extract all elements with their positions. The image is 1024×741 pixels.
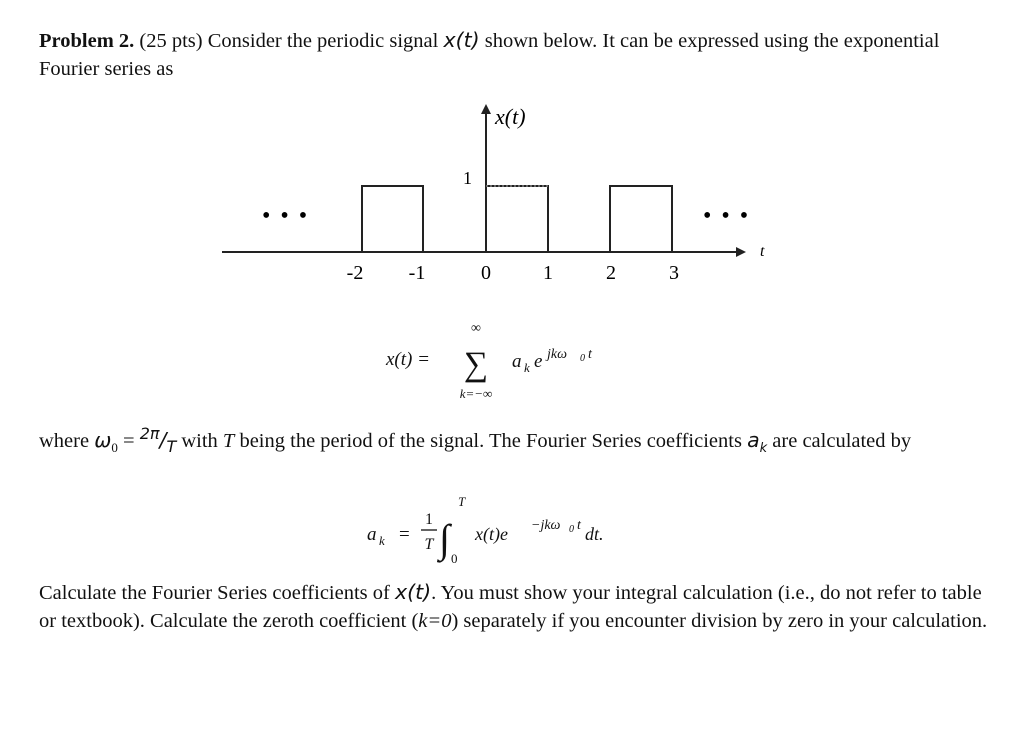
series-exp-end: t — [588, 347, 592, 362]
series-lhs: x(t) = — [386, 349, 430, 370]
time-arrow-icon — [736, 247, 746, 257]
integrand-exp-end: t — [577, 518, 581, 533]
pulse-2 — [486, 186, 548, 252]
omega-symbol: ω — [94, 427, 112, 452]
coef-lhs-a: a — [367, 524, 377, 545]
task-text-2: . You must show your integral calculation (i.e., do not refer to table or textbook). Calculate the zeroth coefficient ( — [39, 582, 982, 632]
task-paragraph — [39, 578, 989, 635]
dots-left: • • • — [262, 203, 310, 229]
period-symbol: T — [222, 429, 235, 452]
pulse-3 — [610, 186, 672, 252]
task-text-1: Calculate the Fourier Series coefficients of — [39, 582, 395, 604]
sum-lower: k=−∞ — [459, 386, 493, 401]
where-text-mid: with — [176, 429, 223, 452]
fraction-den: T — [424, 536, 434, 553]
series-exp: jkω — [547, 347, 567, 362]
series-term-e: e — [534, 351, 543, 372]
tick-label: 3 — [669, 262, 679, 284]
y-axis-label: x(t) — [495, 104, 526, 129]
signal-symbol: x(t) — [443, 28, 480, 52]
integrand: x(t)e — [475, 524, 508, 544]
dots-right: • • • — [703, 203, 751, 229]
signal-figure — [0, 0, 1024, 300]
where-paragraph — [39, 420, 989, 463]
where-text-end: being the period of the signal. The Fourier Series coefficients — [234, 429, 748, 452]
problem-label: Problem 2. — [39, 30, 135, 52]
t-axis-label: t — [760, 243, 765, 260]
task-k-zero: k=0 — [418, 610, 452, 632]
coef-equals: = — [399, 524, 410, 545]
coefficient-equation — [355, 488, 655, 568]
period-fraction: $^{2\pi}/_T$ — [139, 424, 177, 456]
coef-symbol: a — [747, 427, 760, 452]
tick-label: 0 — [481, 262, 491, 284]
integral-upper: T — [458, 494, 466, 509]
omega-sub: 0 — [111, 439, 118, 455]
series-term-a: a — [512, 351, 522, 372]
integrand-exp-sub: 0 — [569, 524, 574, 535]
tick-label: 2 — [606, 262, 616, 284]
coef-lhs-sub: k — [379, 533, 385, 548]
fraction-denominator: T — [166, 436, 177, 456]
problem-points: (25 pts) — [139, 30, 203, 52]
where-text-start: where — [39, 429, 95, 452]
differential: dt. — [585, 524, 604, 544]
coef-sub: k — [759, 440, 768, 456]
sum-upper: ∞ — [471, 321, 481, 336]
intro-text-2: shown below. It can be expressed using the exponential Fourier series as — [39, 30, 940, 80]
task-signal-symbol: x(t) — [394, 580, 432, 604]
fraction-numerator: 2π — [139, 424, 160, 443]
series-equation — [370, 315, 650, 410]
tick-label: -2 — [346, 262, 364, 284]
intro-text: Consider the periodic signal — [202, 30, 444, 52]
pulse-1 — [362, 186, 423, 252]
integral-lower: 0 — [451, 551, 458, 566]
series-exp-sub: 0 — [580, 353, 585, 364]
amplitude-label: 1 — [463, 168, 472, 188]
task-text-3: ) separately if you encounter division by zero in your calculation. — [451, 610, 988, 632]
series-term-sub: k — [524, 360, 530, 375]
tick-label: 1 — [543, 262, 553, 284]
integrand-exp: −jkω — [531, 518, 561, 533]
tick-label: -1 — [408, 262, 426, 284]
where-text-end-2: are calculated by — [767, 429, 912, 452]
integral-icon: ∫ — [439, 516, 450, 561]
equals-sign: = — [117, 429, 140, 452]
sum-icon: ∑ — [463, 346, 489, 383]
amplitude-arrow-icon — [481, 104, 491, 114]
fraction-num: 1 — [425, 511, 433, 528]
